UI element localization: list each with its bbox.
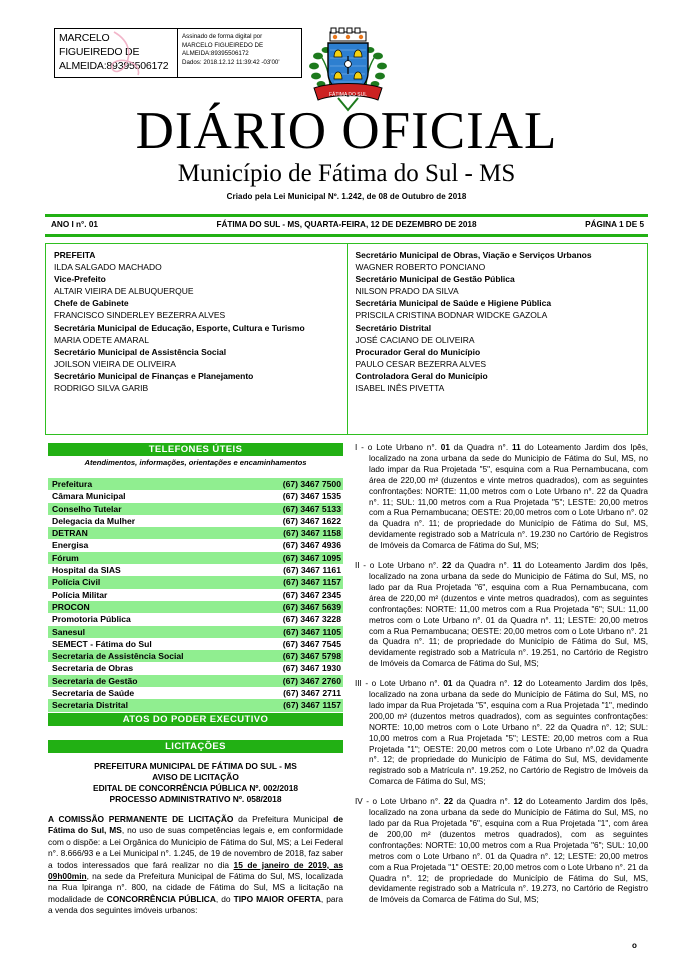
notice-text-3: , na sede da Prefeitura Municipal de Fátima do Sul, MS, localizada na Rua Ipiranga n°. 800, na cidade de Fátima do Sul, MS a licitação na modalidade de	[48, 871, 343, 904]
phone-number: (67) 3467 5639	[282, 601, 341, 612]
official-name: FRANCISCO SINDERLEY BEZERRA ALVES	[54, 310, 226, 321]
official-role: Secretária Municipal de Saúde e Higiene Pública	[355, 298, 552, 309]
official-name: JOILSON VIEIRA DE OLIVEIRA	[54, 358, 176, 369]
official-role: Secretária Municipal de Educação, Esporte, Cultura e Turismo	[54, 322, 305, 333]
signature-detail-line-3: ALMEIDA:89395506172	[182, 50, 249, 58]
infobar-page: PÁGINA 1 DE 5	[585, 220, 644, 229]
notice-modality: CONCORRÊNCIA PÚBLICA	[106, 893, 216, 904]
notice-heading-1: PREFEITURA MUNICIPAL DE FÁTIMA DO SUL - MS	[94, 761, 297, 771]
phone-number: (67) 3467 1105	[283, 626, 341, 637]
property-lot-number: 01	[440, 443, 450, 452]
phone-row	[48, 564, 343, 576]
notice-heading-4: PROCESSO ADMINISTRATIVO Nº. 058/2018	[109, 794, 282, 804]
phone-number: (67) 3467 1095	[282, 552, 341, 563]
officials-box	[45, 243, 648, 435]
property-items-list	[355, 443, 648, 915]
property-block-label: da Quadra n°.	[451, 561, 513, 571]
page-title: DIÁRIO OFICIAL	[135, 102, 558, 160]
notice-heading-3: EDITAL DE CONCORRÊNCIA PÚBLICA Nº. 002/2018	[92, 783, 299, 793]
phone-row	[48, 601, 343, 613]
property-block-number: 12	[513, 679, 523, 689]
masthead-law-reference: Criado pela Lei Municipal Nº. 1.242, de 08 de Outubro de 2018	[226, 192, 467, 201]
phone-number: (67) 3467 1157	[283, 700, 341, 711]
infobar-year: ANO I n°. 01	[51, 220, 98, 229]
phone-number: (67) 3467 1930	[282, 663, 341, 674]
phone-entity-name: Hospital da SIAS	[52, 565, 121, 576]
signature-name: MARCELO FIGUEIREDO DE ALMEIDA:89395506172	[59, 32, 169, 72]
phone-row	[48, 638, 343, 650]
phone-row	[48, 650, 343, 662]
phone-number: (67) 3467 2711	[283, 688, 341, 699]
official-name: WAGNER ROBERTO PONCIANO	[355, 262, 486, 273]
phone-row	[48, 539, 343, 551]
phone-entity-name: Polícia Civil	[52, 577, 101, 588]
official-role: Secretário Municipal de Finanças e Planejamento	[54, 370, 254, 381]
rule-above-infobar	[45, 214, 648, 217]
phone-number: (67) 3467 1535	[282, 491, 341, 502]
svg-text:FÁTIMA DO SUL: FÁTIMA DO SUL	[328, 92, 368, 98]
official-role: Secretário Municipal de Gestão Pública	[355, 274, 515, 285]
phone-entity-name: Secretaria de Assistência Social	[52, 651, 184, 662]
notice-commission-label: A COMISSÃO PERMANENTE DE LICITAÇÃO	[48, 814, 234, 824]
phones-subtitle: Atendimentos, informações, orientações e encaminhamentos	[84, 458, 307, 467]
official-name: PAULO CESAR BEZERRA ALVES	[355, 358, 487, 369]
notice-session-datetime: 15 de janeiro de 2019, as 09h00min	[48, 859, 343, 882]
notice-text-4: , do	[215, 893, 234, 904]
phone-number: (67) 3467 2345	[282, 589, 341, 600]
official-role: Chefe de Gabinete	[54, 298, 129, 309]
phone-row	[48, 503, 343, 515]
phone-entity-name: Secretaria Distrital	[52, 700, 128, 711]
phone-row	[48, 675, 343, 687]
property-block-number: 12	[513, 797, 523, 807]
phone-entity-name: DETRAN	[52, 528, 88, 539]
phone-entity-name: Secretaria de Gestão	[52, 675, 138, 686]
notice-text-5: , para a venda dos seguintes imóveis urbanos:	[48, 893, 343, 916]
phone-entity-name: PROCON	[52, 601, 90, 612]
rule-below-infobar	[45, 234, 648, 237]
property-block-label: da Quadra n°.	[452, 679, 514, 689]
page-footer-mark: o	[632, 941, 637, 950]
phone-entity-name: Promotoria Pública	[52, 614, 131, 625]
notice-text-1: da Prefeitura Municipal	[233, 814, 334, 824]
official-name: MARIA ODETE AMARAL	[54, 334, 149, 345]
phone-number: (67) 3467 7545	[282, 638, 341, 649]
property-item	[355, 679, 648, 788]
phone-number: (67) 3467 5133	[282, 503, 341, 514]
property-block-number: 11	[512, 561, 522, 571]
official-name: JOSÉ CACIANO DE OLIVEIRA	[355, 334, 475, 345]
property-lot-number: 22	[442, 561, 452, 571]
property-item-prefix: III - o Lote Urbano n°.	[355, 679, 444, 689]
signature-detail-line-4: Dados: 2018.12.12 11:39:42 -03'00'	[182, 58, 280, 66]
phone-row	[48, 552, 343, 564]
property-item-prefix: IV - o Lote Urbano n°.	[355, 797, 444, 807]
phone-row	[48, 478, 343, 490]
phone-number: (67) 3467 1158	[283, 528, 341, 539]
phone-number: (67) 3467 4936	[282, 540, 341, 551]
phone-row	[48, 626, 343, 638]
notice-text-2: , no uso de suas competências legais e, em conformidade com o dispõe: a Lei Orgânica do Municipio de Fátima do Sul, MS; a Lei Federal n°. 8.666/93 e a Lei Municipal n°. 1.245, de 19 de novembro de 2018, faz saber a todos interessados que fará realizar no dia	[48, 825, 344, 870]
phone-number: (67) 3467 2760	[282, 675, 341, 686]
masthead-subtitle: Município de Fátima do Sul - MS	[177, 160, 516, 187]
official-role: Secretário Municipal de Assistência Social	[54, 346, 227, 357]
phone-directory-table	[48, 478, 343, 712]
phone-number: (67) 3467 1157	[283, 577, 341, 588]
property-item-description: do Loteamento Jardim dos Ipês, localizado na zona urbana da sede do Município de Fátima do Sul, MS, no lado impar da Rua Projetada "5", esquina com a Rua Projetada "1", medindo 200,00 m² (duzentos metros quadrados), com as seguintes confrontações: NORTE: 10,00 metros com o Lote Urbano n°. 22 da Quadra n°. 12; SUL: 10,00 metros com a Rua Projetada "5"; LESTE: 20,00 metros com a Rua Projetada "1"; OESTE: 20,00 metros com o Lote Urbano n°.02 da Quadra n°. 12; de propriedade do Município de Fátima do Sul, MS, devidamente registrado sob a Matrícula n°. 19.252, no Cartório de Registro de Imóveis da Comarca de Fátima do Sul, MS;	[369, 679, 648, 787]
officials-column-right	[347, 244, 648, 434]
official-role: Vice-Prefeito	[54, 274, 106, 285]
phone-entity-name: Conselho Tutelar	[52, 503, 122, 514]
notice-body-paragraph	[48, 814, 343, 917]
phone-row	[48, 515, 343, 527]
phone-entity-name: SEMECT - Fátima do Sul	[52, 638, 152, 649]
property-lot-number: 01	[443, 679, 453, 689]
infobar	[45, 218, 648, 233]
phone-row	[48, 662, 343, 674]
official-name: RODRIGO SILVA GARIB	[54, 383, 149, 394]
signature-details	[178, 29, 301, 77]
property-item	[355, 797, 648, 906]
official-name: ALTAIR VIEIRA DE ALBUQUERQUE	[54, 286, 194, 297]
property-item	[355, 561, 648, 670]
official-name: ISABEL INÊS PIVETTA	[355, 383, 445, 394]
property-item-description: do Loteamento Jardim dos Ipês, localizado na zona urbana da sede do Município de Fátima do Sul, MS, no lado par da Rua Projetada "6", esquina com a Rua Projetada "1", com área de 200,00 m² (duzentos metros quadrados), com as seguintes confrontações: NORTE: 10,00 metros com a Rua Projetada "6"; SUL: 10,00 metros com o Lote Urbano n°. 01 da Quadra n°. 12; LESTE: 20,00 metros com a Rua Projetada "1" OESTE: 20,00 metros com o Lote Urbano n°. 21 da Quadra n°. 12; de propriedade do Município de Fátima do Sul, MS, devidamente registrado sob a Matrícula n°. 19.273, no Cartório de Registro de Imóveis da Comarca de Fátima do Sul, MS;	[369, 797, 648, 905]
property-block-number: 11	[512, 443, 521, 452]
property-item-prefix: I - o Lote Urbano n°.	[355, 443, 441, 452]
property-block-label: da Quadra n°.	[449, 443, 512, 452]
property-block-label: da Quadra n°.	[453, 797, 514, 807]
phone-entity-name: Energisa	[52, 540, 89, 551]
banner-atos-poder-executivo: ATOS DO PODER EXECUTIVO	[48, 713, 343, 726]
phone-row	[48, 699, 343, 711]
digital-signature-box	[54, 28, 302, 78]
phone-number: (67) 3467 1622	[282, 515, 341, 526]
phone-row	[48, 490, 343, 502]
phone-row	[48, 576, 343, 588]
phone-row	[48, 613, 343, 625]
official-role: Secretário Distrital	[355, 322, 432, 333]
official-role: Controladora Geral do Município	[355, 370, 488, 381]
phone-row	[48, 589, 343, 601]
official-role: Procurador Geral do Município	[355, 346, 481, 357]
signature-detail-line-1: Assinado de forma digital por	[182, 33, 263, 40]
phone-entity-name: Câmara Municipal	[52, 491, 126, 502]
property-item-description: do Loteamento Jardim dos Ipês, localizado na zona urbana da sede do Municipio de Fátima do Sul, MS, no lado par da Rua Projetada "6", esquina com a Rua Pernambucana, com área de 220,00 m² (duzentos e vinte metros quadrados), com as seguintes confrontações: NORTE: 11,00 metros com a Rua Projetada "6"; SUL: 11,00 metros com o Lote Urbano n°. 01 da Quadra n°. 11; LESTE: 20,00 metros com a Rua Pernambucana; OESTE: 20,00 metros com o Lote Urbano n°. 21 da Quadra n°. 11; de propriedade do Município de Fátima do Sul, MS, devidamente registrado sob a Matrícula n°. 19.251, no Cartório de Registro de Imóveis da Comarca de Fátima do Sul, MS;	[369, 561, 648, 669]
official-name: PRISCILA CRISTINA BODNAR WIDCKE GAZOLA	[355, 310, 548, 321]
signature-detail-line-2: MARCELO FIGUEIREDO DE	[182, 41, 264, 49]
phone-number: (67) 3467 5798	[282, 651, 341, 662]
banner-licitacoes: LICITAÇÕES	[48, 740, 343, 753]
official-role: PREFEITA	[54, 250, 96, 260]
property-item	[355, 443, 648, 552]
official-role: Secretário Municipal de Obras, Viação e Serviços Urbanos	[355, 250, 592, 260]
officials-column-left	[46, 244, 347, 434]
official-name: ILDA SALGADO MACHADO	[54, 262, 162, 273]
infobar-place-date: FÁTIMA DO SUL - MS, QUARTA-FEIRA, 12 DE DEZEMBRO DE 2018	[216, 220, 477, 229]
official-name: NILSON PRADO DA SILVA	[355, 286, 459, 297]
phone-entity-name: Prefeitura	[52, 479, 93, 489]
property-item-prefix: II - o Lote Urbano n°.	[355, 561, 443, 571]
phone-entity-name: Secretaria de Obras	[52, 663, 134, 674]
phone-number: (67) 3467 1161	[283, 565, 341, 576]
notice-type: TIPO MAIOR OFERTA	[233, 893, 321, 904]
phone-entity-name: Polícia Militar	[52, 589, 108, 600]
phone-entity-name: Fórum	[52, 552, 79, 563]
phone-number: (67) 3467 3228	[282, 614, 341, 625]
phone-row	[48, 687, 343, 699]
phone-entity-name: Sanesul	[52, 626, 85, 637]
phone-entity-name: Delegacia da Mulher	[52, 515, 136, 526]
phone-entity-name: Secretaria de Saúde	[52, 688, 135, 699]
phone-row	[48, 527, 343, 539]
notice-heading-2: AVISO DE LICITAÇÃO	[152, 772, 239, 782]
property-lot-number: 22	[443, 797, 454, 807]
notice-city-label: de Fátima do Sul, MS	[48, 814, 343, 836]
banner-telefones-uteis: TELEFONES ÚTEIS	[48, 443, 343, 456]
phone-number: (67) 3467 7500	[282, 479, 341, 489]
property-item-description: do Loteamento Jardim dos Ipês, localizado na zona urbana da sede do Municipio de Fátima do Sul, MS, no lado impar da Rua Projetada "5", esquina com a Rua Pernambucana, com área de 220,00 m² (duzentos e vinte metros quadrados), com as seguintes confrontações: NORTE: 11,00 metros com o Lote Urbano n°. 22 da Quadra n°. 11; SUL: 11,00 metros com a Rua Projetada "5"; LESTE: 20,00 metros com a Rua Pernambucana; OESTE: 20,00 metros com o Lote Urbano n°. 02 da Quadra n°. 11; de propriedade do Município de Fátima do Sul, MS, devidamente registrado sob a Matrícula n°. 19.230 no Cartório de Registros de Imóveis da Comarca de Fátima do Sul, MS;	[369, 443, 648, 551]
